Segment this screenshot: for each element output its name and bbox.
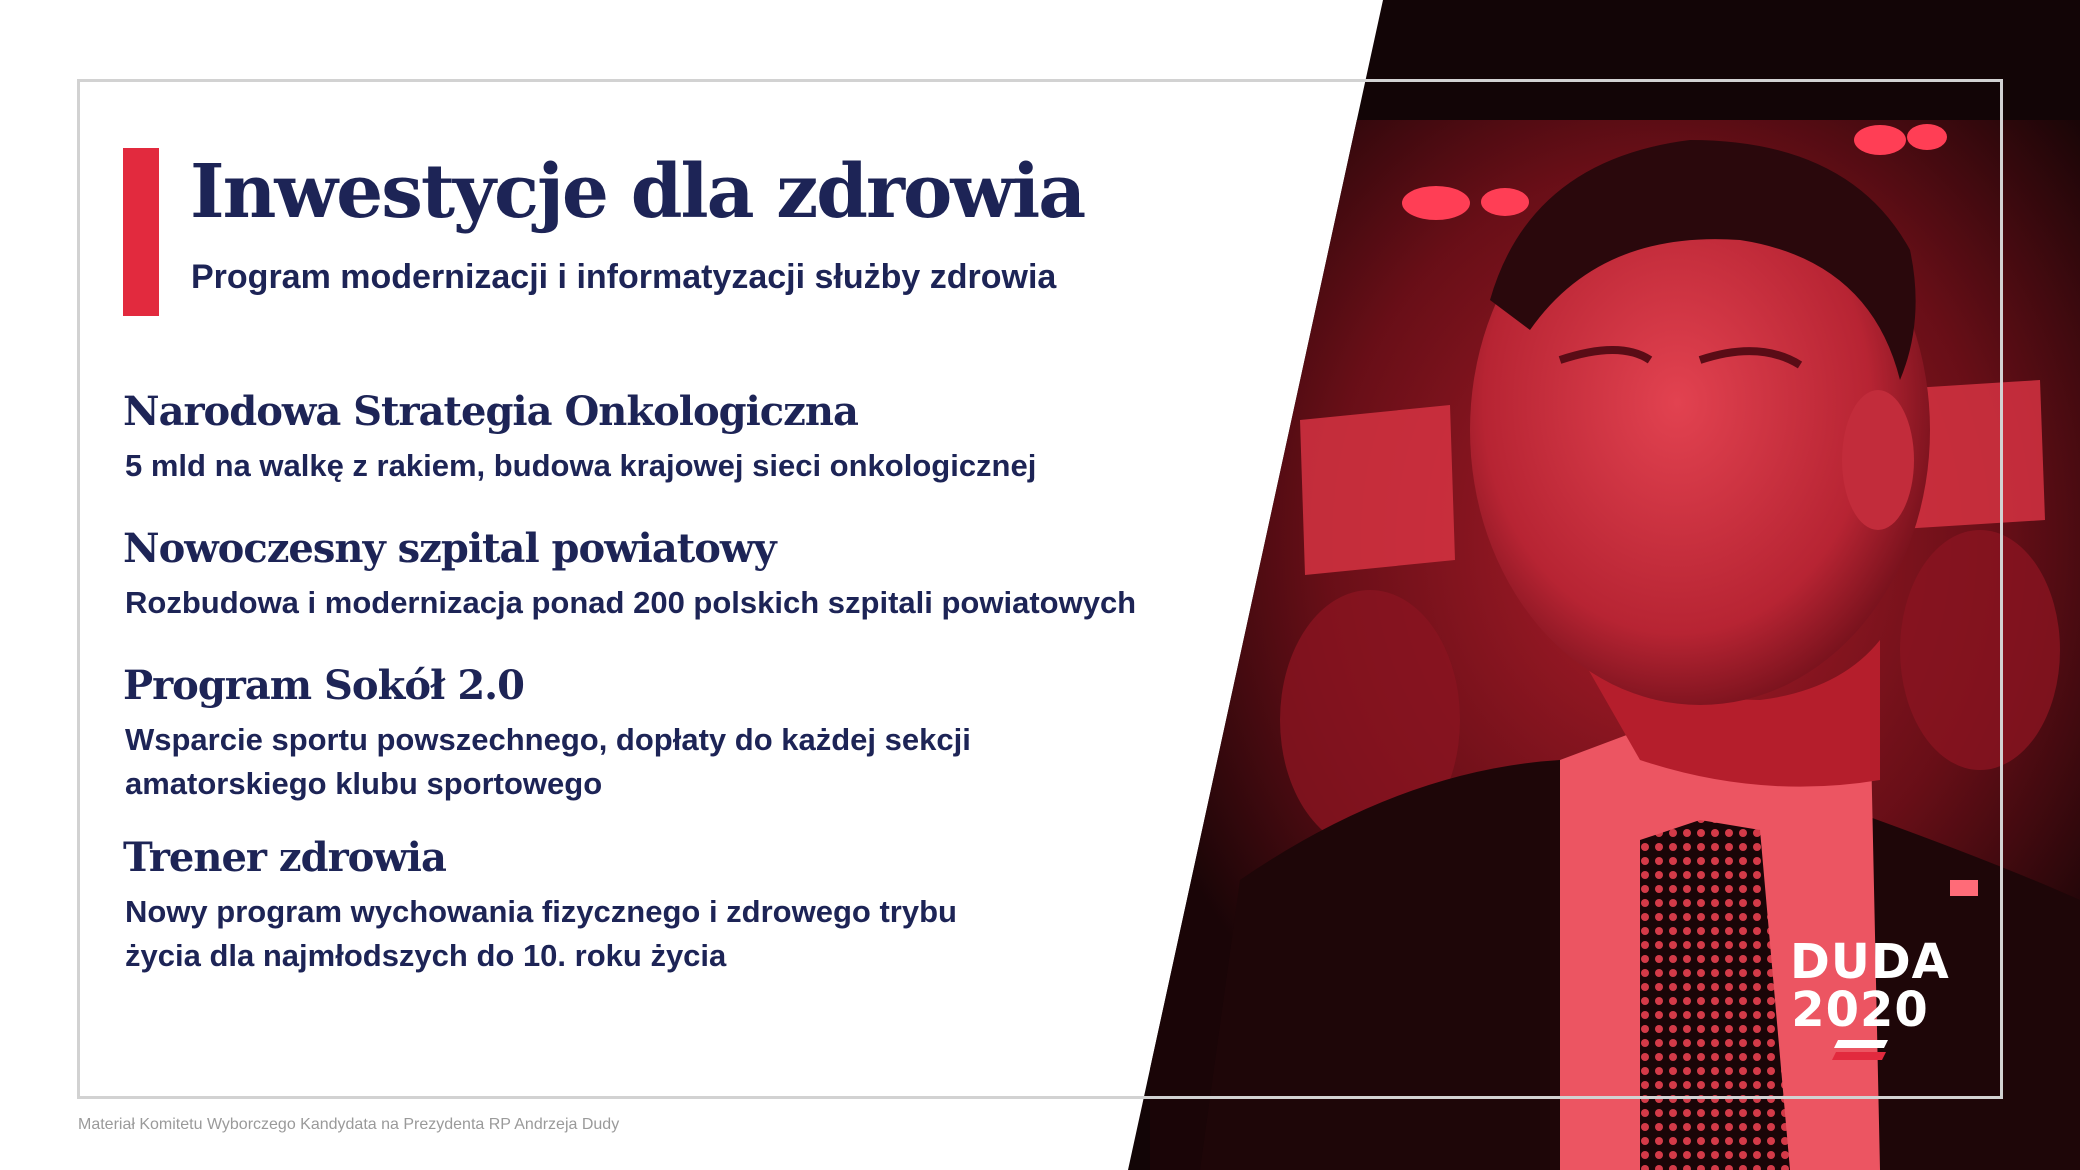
program-heading: Program Sokół 2.0 [123, 662, 524, 709]
program-heading: Narodowa Strategia Onkologiczna [123, 388, 858, 435]
logo-year: 2020 [1791, 982, 1929, 1038]
program-item [123, 662, 1123, 807]
logo-name: DUDA [1790, 934, 1950, 990]
footer-disclaimer: Materiał Komitetu Wyborczego Kandydata na Prezydenta RP Andrzeja Dudy [78, 1116, 620, 1133]
program-description: Nowy program wychowania fizycznego i zdrowego trybu życia dla najmłodszych do 10. roku życia [125, 894, 957, 974]
program-item [123, 834, 1003, 979]
page-title: Inwestycje dla zdrowia [190, 149, 1085, 235]
title-accent-bar [123, 148, 159, 316]
program-item [123, 388, 1263, 488]
program-item [123, 525, 1263, 625]
flag-stripes-icon [1832, 1040, 1888, 1062]
program-heading: Trener zdrowia [123, 834, 446, 881]
page-subtitle: Program modernizacji i informatyzacji służby zdrowia [191, 258, 1057, 296]
program-heading: Nowoczesny szpital powiatowy [123, 525, 776, 572]
campaign-logo [1790, 934, 1950, 1062]
program-description: Wsparcie sportu powszechnego, dopłaty do każdej sekcji amatorskiego klubu sportowego [125, 722, 971, 802]
program-description: Rozbudowa i modernizacja ponad 200 polskich szpitali powiatowych [125, 585, 1137, 620]
program-description: 5 mld na walkę z rakiem, budowa krajowej sieci onkologicznej [125, 448, 1037, 483]
